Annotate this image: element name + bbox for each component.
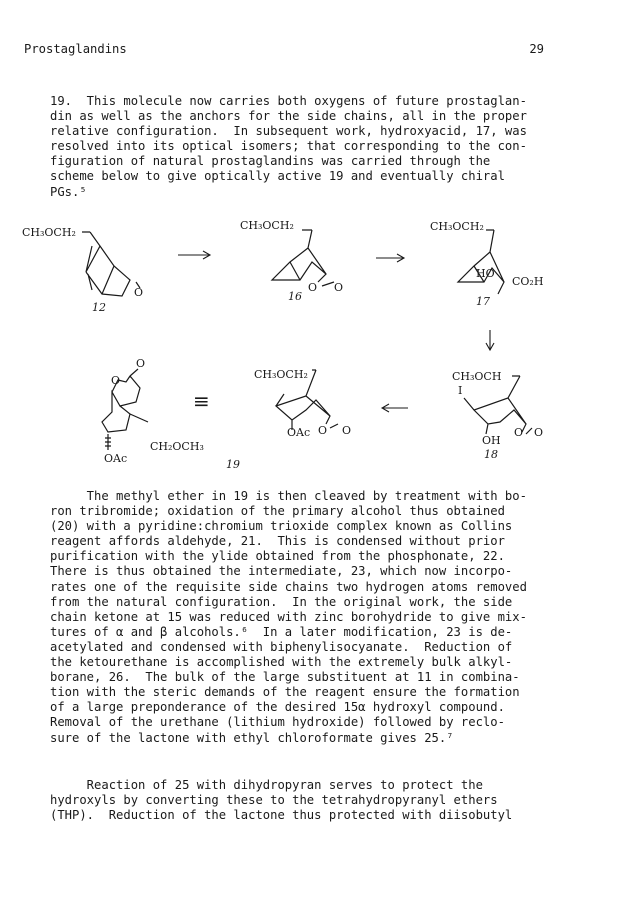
paragraph-methyl-ether (50, 489, 550, 746)
paragraph-intro (50, 94, 550, 200)
text-line: tures of α and β alcohols.⁶ In a later modification, 23 is de- (50, 624, 513, 639)
compound-number-16: 16 (288, 290, 302, 303)
label-ch3och2: CH₃OCH₂ (430, 220, 484, 233)
text-line: chain ketone at 15 was reduced with zinc borohydride to give mix- (50, 609, 527, 624)
compound-19-bicyclic-structure (254, 368, 351, 439)
reaction-scheme (0, 210, 629, 480)
label-carbonyl-o: O (342, 424, 352, 437)
compound-number-12: 12 (92, 301, 106, 314)
text-line: 19. This molecule now carries both oxygens of future prostaglan- (50, 94, 527, 108)
label-carbonyl-o: O (136, 357, 146, 370)
bond (82, 232, 130, 296)
label-ho: HO (476, 267, 495, 280)
text-line: acetylated and condensed with biphenylisocyanate. Reduction of (50, 639, 513, 654)
text-line: din as well as the anchors for the side chains, all in the proper (50, 109, 527, 124)
text-line: hydroxyls by converting these to the tetrahydropyranyl ethers (50, 793, 498, 808)
running-title: Prostaglandins (24, 42, 127, 56)
text-line: relative configuration. In subsequent work, hydroxyacid, 17, was (50, 124, 527, 139)
bond (105, 434, 111, 450)
text-line: tion with the steric demands of the reagent ensure the formation (50, 685, 520, 700)
label-ch2och3: CH₂OCH₃ (150, 440, 204, 453)
label-ring-o: O (318, 424, 328, 437)
bond (458, 230, 504, 294)
label-ch3och2: CH₃OCH₂ (240, 219, 294, 232)
paragraph-dihydropyran (50, 778, 550, 823)
label-oac: OAc (104, 452, 128, 465)
compound-17-structure (430, 220, 543, 308)
text-line: from the natural configuration. In the original work, the side (50, 594, 513, 609)
compound-number-19: 19 (226, 458, 240, 471)
text-line: (20) with a pyridine:chromium trioxide complex known as Collins (50, 519, 513, 534)
text-line: borane, 26. The bulk of the large substituent at 11 in combina- (50, 670, 520, 685)
label-oh: OH (482, 434, 501, 447)
compound-18-structure (452, 370, 543, 461)
label-iodine: I (458, 384, 463, 397)
equivalence-sign: ≡ (193, 389, 210, 413)
text-line: ron tribromide; oxidation of the primary alcohol thus obtained (50, 504, 505, 519)
bond (330, 424, 338, 428)
label-ring-o: O (111, 374, 121, 387)
label-ring-o: O (514, 426, 524, 439)
text-line: figuration of natural prostaglandins was carried through the (50, 154, 491, 169)
compound-number-17: 17 (476, 295, 490, 308)
bond (322, 282, 334, 286)
text-line: The methyl ether in 19 is then cleaved by treatment with bo- (50, 489, 527, 503)
text-line: There is thus obtained the intermediate, 23, which now incorpo- (50, 564, 513, 579)
text-line: (THP). Reduction of the lactone thus protected with diisobutyl (50, 808, 513, 823)
label-ch3och2: CH₃OCH₂ (254, 368, 308, 381)
bond (102, 369, 148, 432)
label-oac: OAc (287, 426, 311, 439)
compound-number-18: 18 (484, 448, 498, 461)
label-ring-o: O (308, 281, 318, 294)
text-line: sure of the lactone with ethyl chloroformate gives 25.⁷ (50, 730, 454, 745)
label-carbonyl-o: O (134, 286, 144, 299)
text-line: Removal of the urethane (lithium hydroxide) followed by reclo- (50, 715, 505, 730)
compound-16-structure (240, 219, 343, 303)
text-line: purification with the ylide obtained from the phosphonate, 22. (50, 549, 505, 564)
text-line: rates one of the requisite side chains two hydrogen atoms removed (50, 579, 527, 594)
bond (272, 230, 326, 282)
text-line: scheme below to give optically active 19 and eventually chiral (50, 169, 505, 184)
text-line: of a large preponderance of the desired 15α hydroxyl compound. (50, 700, 505, 715)
compound-19-cyclopentane-structure (102, 357, 204, 465)
compound-12-structure (22, 226, 143, 314)
text-line: Reaction of 25 with dihydropyran serves to protect the (50, 778, 483, 792)
text-line: reagent affords aldehyde, 21. This is condensed without prior (50, 534, 505, 549)
label-carbonyl-o: O (534, 426, 544, 439)
page-number: 29 (529, 42, 544, 56)
label-carbonyl-o: O (334, 281, 344, 294)
label-ch3och2: CH₃OCH₂ (22, 226, 76, 239)
text-line: PGs.⁵ (50, 184, 87, 199)
bond (526, 428, 532, 434)
label-co2h: CO₂H (512, 275, 544, 288)
label-ch3och: CH₃OCH (452, 370, 502, 383)
text-line: resolved into its optical isomers; that corresponding to the con- (50, 139, 527, 154)
text-line: the ketourethane is accomplished with the extremely bulk alkyl- (50, 655, 513, 670)
